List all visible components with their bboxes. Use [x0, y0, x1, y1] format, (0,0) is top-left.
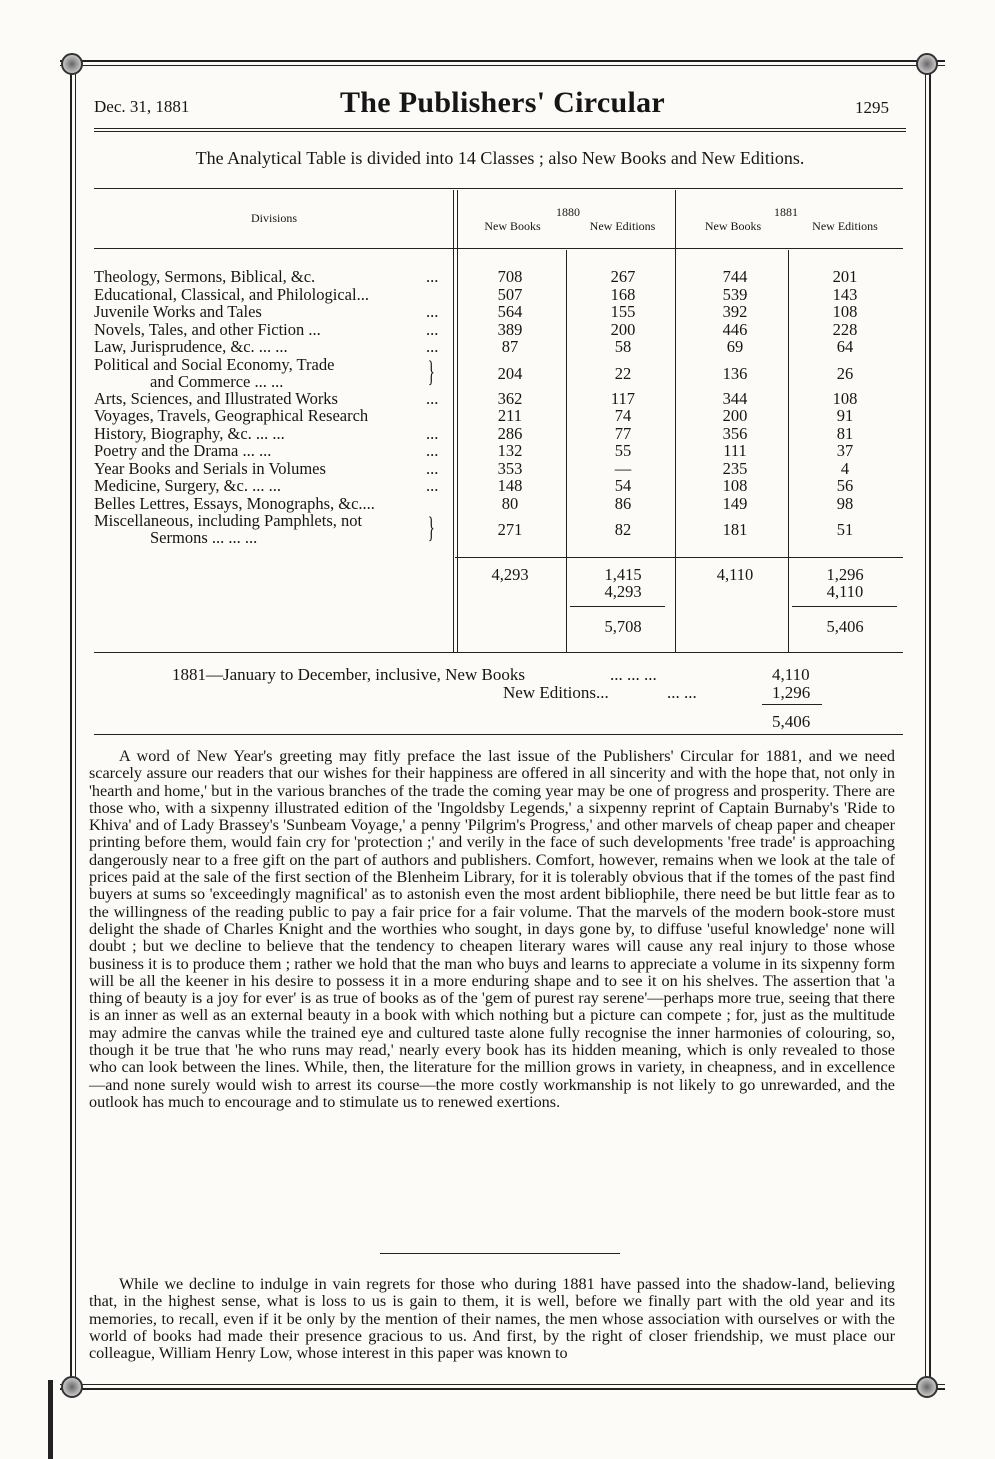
- total-new-editions-1880: 1,415: [604, 565, 642, 584]
- table-bottom-rule: [94, 652, 903, 653]
- scan-edge-mark: [48, 1380, 53, 1459]
- summary-dots: ... ... ...: [610, 665, 657, 684]
- table-header-rule: [94, 248, 903, 249]
- grand-total-1880: 5,708: [604, 617, 642, 636]
- col-new-editions-1881: New Editions: [812, 219, 878, 233]
- table-cell: 54: [614, 476, 632, 495]
- division-label: [94, 442, 444, 459]
- division-label-line: Poetry and the Drama ... ...: [94, 441, 272, 460]
- division-label-line: Novels, Tales, and other Fiction ...: [94, 319, 321, 339]
- border-right: [925, 62, 931, 1387]
- table-cell: 200: [722, 406, 748, 425]
- table-cell: 4: [840, 458, 850, 478]
- division-label: [94, 356, 444, 390]
- table-cell: 708: [497, 267, 523, 286]
- division-label-line: Miscellaneous, including Pamphlets, not: [94, 511, 363, 530]
- paragraph-text: A word of New Year's greeting may fitly preface the last issue of the Publishers' Circular for 1881, and we need scarcely assure our readers that our wishes for their happiness are offered in all sincerity and with the hope that, not only in 'hearth and home,' but in the various branches of the trade the coming year may be one of progress and prosperity. There are those who, with a sixpenny illustrated edition of the 'Ingoldsby Legends,' a sixpenny reprint of Captain Burnaby's 'Ride to Khiva' and of Lady Brassey's 'Sunbeam Voyage,' a penny 'Pilgrim's Progress,' and other marvels of cheap paper and cheaper printing before them, would fain cry for 'protection ;' and verily in the face of such developments 'free trade' is approaching dangerously near to a free gift on the part of authors and publishers. Comfort, however, remains when we look at the tale of prices paid at the sale of the first section of the Blenheim Library, for it is tolerably obvious that if the tomes of the past find buyers at sums so 'exceedingly magnifical' as to astonish even the most ardent bibliophile, there need be but little fear as to the willingness of the reading public to pay a fair price for a fair volume. That the marvels of the modern book-store must delight the shade of Charles Knight and the worthies who sought, in days gone by, to diffuse 'useful knowledge' none will doubt ; but we decline to believe that the tendency to cheapen literary wares will cause any real injury to those whose business it is to produce them ; rather we hold that the man who buys and learns to appreciate a volume in its sixpenny form will be all the keener in his desire to possess it in a more enduring shape and to see it on his shelves. The assertion that 'a thing of beauty is a joy for ever' is as true of books as of the 'gem of purest ray serene'—perhaps more true, seeing that there is an inner as well as an external beauty in a book with which nothing but a picture can compete ; for, just as the multitude may admire the canvas while the trained eye and cultured taste alone fully recognise the inner harmonies of colouring, so, though it be true that 'he who runs may read,' nearly every book has its hidden meaning, which is only revealed to those who can look between the lines. While, then, the literature for the million grows in variety, in cheapness, and in excellence—and none surely would wish to arrest its course—the more costly workmanship is not likely to go unrewarded, and the outlook has much to encourage and to stimulate us to renewed exertions.: [89, 747, 895, 1111]
- table-cell: 344: [722, 388, 748, 408]
- leader-dots: ...: [426, 458, 439, 478]
- table-cell: 108: [832, 302, 858, 321]
- paragraph-divider: [380, 1253, 620, 1254]
- division-label-line: Educational, Classical, and Philological...: [94, 284, 369, 304]
- table-cell: 507: [497, 284, 523, 304]
- division-label-line: Voyages, Travels, Geographical Research: [94, 406, 369, 425]
- division-label-line: Medicine, Surgery, &c. ... ...: [94, 476, 281, 495]
- table-cell: 91: [836, 406, 854, 425]
- summary-dots: ... ...: [667, 683, 697, 702]
- table-cell: 22: [614, 363, 632, 383]
- division-label: [94, 425, 444, 442]
- division-label-line: Theology, Sermons, Biblical, &c.: [94, 267, 316, 286]
- table-cell: 136: [722, 363, 748, 383]
- division-label: [94, 495, 444, 512]
- col-new-editions-1880: New Editions: [589, 219, 656, 233]
- table-cell: 108: [722, 476, 748, 495]
- table-cell: 56: [836, 476, 854, 495]
- table-cell: 744: [722, 267, 748, 286]
- leader-dots: ...: [426, 476, 439, 495]
- section-rule: [94, 734, 903, 735]
- table-cell: 26: [836, 363, 854, 383]
- paragraph-text: While we decline to indulge in vain regrets for those who during 1881 have passed into the shadow-land, believing that, in the highest sense, what is loss to us is gain to them, it is well, before we finally part with the old year and its memories, to recall, even if it be only by the mention of their names, the men whose association with ourselves or with the world of books had made their presence gracious to us. And first, by the right of closer friendship, we must place our colleague, William Henry Low, whose interest in this paper was known to: [89, 1275, 895, 1363]
- division-label-line: Year Books and Serials in Volumes: [94, 458, 326, 478]
- division-label-line: Political and Social Economy, Trade: [94, 354, 335, 374]
- table-cell: 235: [722, 458, 748, 478]
- grand-total-1881: 5,406: [826, 617, 864, 636]
- division-label-line: Juvenile Works and Tales: [94, 302, 262, 321]
- summary-total-value: 5,406: [772, 712, 811, 731]
- total-new-editions-1881: 1,296: [826, 565, 864, 584]
- table-cell: 108: [832, 388, 858, 408]
- division-label: [94, 390, 444, 407]
- table-divider-double: [453, 190, 458, 652]
- summary-new-books-label: 1881—January to December, inclusive, New Books: [172, 665, 525, 684]
- table-cell: 446: [722, 319, 748, 339]
- border-top: [60, 60, 945, 66]
- leader-dots: ...: [426, 267, 439, 286]
- leader-dots: ...: [426, 423, 439, 443]
- table-cell: 77: [614, 423, 632, 443]
- corner-ornament-icon: [61, 53, 83, 75]
- division-label: [94, 286, 444, 303]
- table-cell: 69: [726, 337, 744, 356]
- division-label-line: and Commerce ... ...: [150, 371, 284, 391]
- col-new-books-1881: New Books: [704, 219, 762, 233]
- division-label: [94, 268, 444, 285]
- table-cell: 55: [614, 441, 632, 460]
- leader-dots: ...: [426, 337, 439, 356]
- table-cell: 149: [722, 493, 748, 513]
- summary-sum-rule: [762, 704, 822, 705]
- leader-dots: ...: [426, 302, 439, 321]
- divisions-heading: Divisions: [250, 211, 297, 225]
- division-label: [94, 303, 444, 320]
- brace-icon: }: [427, 354, 435, 388]
- table-cell: 98: [836, 493, 854, 513]
- leader-dots: ...: [426, 441, 439, 460]
- table-cell: 228: [832, 319, 858, 339]
- col-new-books-1880: New Books: [484, 219, 541, 233]
- table-cell: 539: [722, 284, 748, 304]
- page-number: 1295: [855, 98, 889, 117]
- table-cell: 37: [836, 441, 854, 460]
- leader-dots: ...: [426, 388, 439, 408]
- total-new-books-1880: 4,293: [491, 565, 529, 584]
- page-title: The Publishers' Circular: [340, 86, 665, 119]
- table-cell: 81: [836, 423, 854, 443]
- table-cell: 51: [836, 520, 854, 539]
- table-divider-col: [566, 250, 567, 652]
- year-1881: 1881: [774, 205, 798, 219]
- division-label: [94, 460, 444, 477]
- table-cell: 271: [497, 520, 523, 539]
- division-label-line: History, Biography, &c. ... ...: [94, 423, 285, 443]
- sum-rule-1881: [792, 606, 897, 607]
- table-cell: 181: [722, 520, 748, 539]
- editorial-paragraph: [89, 1276, 895, 1362]
- table-cell: 201: [832, 267, 858, 286]
- border-left: [70, 62, 76, 1387]
- table-cell: 58: [614, 337, 632, 356]
- table-cell: 200: [610, 319, 636, 339]
- year-1880: 1880: [556, 205, 580, 219]
- corner-ornament-icon: [61, 1376, 83, 1398]
- division-label-line: Arts, Sciences, and Illustrated Works: [94, 388, 338, 408]
- editorial-paragraph: [89, 748, 895, 1111]
- table-cell: 267: [610, 267, 636, 286]
- table-cell: 353: [497, 458, 523, 478]
- summary-new-editions-label: New Editions...: [503, 683, 609, 702]
- table-cell: 389: [497, 319, 523, 339]
- table-divider-year: [675, 190, 676, 652]
- table-top-rule: [94, 188, 903, 189]
- totals-rule: [455, 557, 903, 558]
- division-label: [94, 338, 444, 355]
- table-cell: 117: [610, 388, 636, 408]
- corner-ornament-icon: [916, 53, 938, 75]
- table-cell: 155: [610, 302, 636, 321]
- summary-new-editions-value: 1,296: [772, 683, 811, 702]
- table-cell: —: [614, 458, 632, 478]
- table-cell: 132: [497, 441, 523, 460]
- table-cell: 86: [614, 493, 632, 513]
- division-label: [94, 512, 444, 546]
- table-cell: 74: [614, 406, 632, 425]
- table-cell: 356: [722, 423, 748, 443]
- table-cell: 204: [497, 363, 523, 383]
- table-cell: 111: [723, 441, 747, 460]
- table-cell: 148: [497, 476, 523, 495]
- issue-date: Dec. 31, 1881: [94, 97, 190, 116]
- corner-ornament-icon: [916, 1376, 938, 1398]
- table-cell: 87: [501, 337, 519, 356]
- division-label: [94, 477, 444, 494]
- table-caption: The Analytical Table is divided into 14 Classes ; also New Books and New Editions.: [195, 148, 805, 168]
- header-rule: [94, 128, 906, 132]
- total-new-books-1881: 4,110: [716, 565, 754, 584]
- border-bottom: [60, 1384, 945, 1390]
- table-cell: 80: [501, 493, 519, 513]
- carried-new-books-1880: 4,293: [604, 582, 642, 601]
- table-cell: 362: [497, 388, 523, 408]
- leader-dots: ...: [426, 319, 439, 339]
- brace-icon: }: [427, 511, 435, 544]
- table-cell: 392: [722, 302, 748, 321]
- table-cell: 143: [832, 284, 858, 304]
- table-cell: 564: [497, 302, 523, 321]
- summary-new-books-value: 4,110: [772, 665, 810, 684]
- sum-rule-1880: [570, 606, 665, 607]
- carried-new-books-1881: 4,110: [826, 582, 864, 601]
- table-cell: 211: [497, 406, 523, 425]
- table-cell: 286: [497, 423, 523, 443]
- division-label: [94, 407, 444, 424]
- division-label-line: Sermons ... ... ...: [150, 528, 258, 547]
- table-cell: 64: [836, 337, 854, 356]
- division-label-line: Belles Lettres, Essays, Monographs, &c....: [94, 493, 375, 513]
- table-cell: 82: [614, 520, 632, 539]
- division-label: [94, 321, 444, 338]
- division-label-line: Law, Jurisprudence, &c. ... ...: [94, 337, 288, 356]
- table-cell: 168: [610, 284, 636, 304]
- table-divider-col: [788, 250, 789, 652]
